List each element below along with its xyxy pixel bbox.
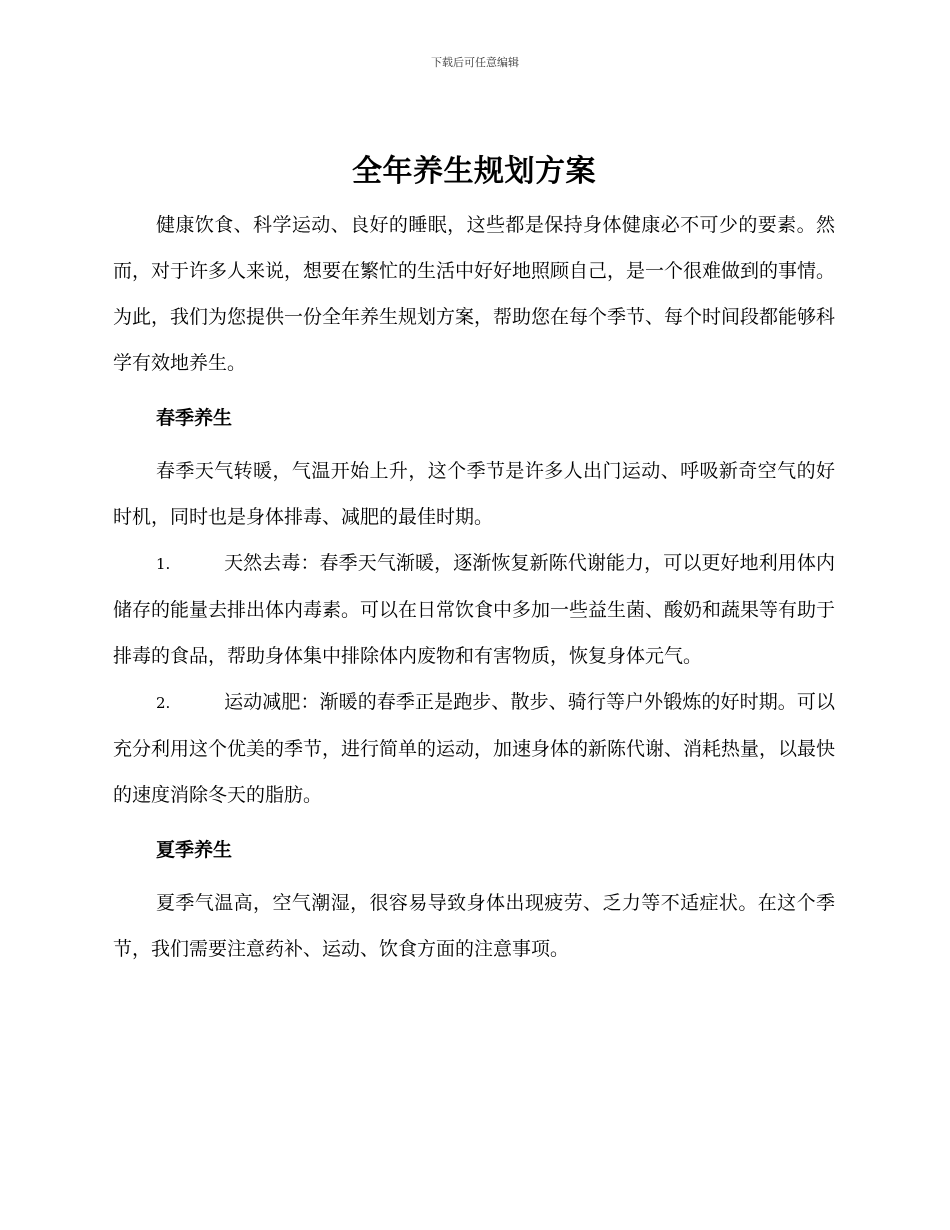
spring-heading: 春季养生 xyxy=(156,407,233,429)
spring-intro-paragraph: 春季天气转暖，气温开始上升，这个季节是许多人出门运动、呼吸新奇空气的好时机，同时也是身体排毒、减肥的最佳时期。 xyxy=(113,460,835,528)
intro-paragraph: 健康饮食、科学运动、良好的睡眠，这些都是保持身体健康必不可少的要素。然而，对于许多人来说，想要在繁忙的生活中好好地照顾自己，是一个很难做到的事情。为此，我们为您提供一份全年养生规划方案，帮助您在每个季节、每个时间段都能够科学有效地养生。 xyxy=(113,214,836,374)
spring-list-item-1 xyxy=(113,540,835,679)
document-title: 全年养生规划方案 xyxy=(352,154,596,189)
summer-intro-paragraph: 夏季气温高，空气潮湿，很容易导致身体出现疲劳、乏力等不适症状。在这个季节，我们需要注意药补、运动、饮食方面的注意事项。 xyxy=(113,892,835,960)
spring-list-item-2 xyxy=(113,679,835,818)
document-body xyxy=(113,148,835,972)
list-item-text: 天然去毒：春季天气渐暖，逐渐恢复新陈代谢能力，可以更好地利用体内储存的能量去排出体内毒素。可以在日常饮食中多加一些益生菌、酸奶和蔬果等有助于排毒的食品，帮助身体集中排除体内废物和有害物质，恢复身体元气。 xyxy=(113,552,836,667)
summer-heading: 夏季养生 xyxy=(156,839,233,861)
list-item-text: 运动减肥：渐暖的春季正是跑步、散步、骑行等户外锻炼的好时期。可以充分利用这个优美的季节，进行简单的运动，加速身体的新陈代谢、消耗热量，以最快的速度消除冬天的脂肪。 xyxy=(113,691,836,806)
list-number: 2. xyxy=(156,694,171,712)
header-note: 下载后可任意编辑 xyxy=(431,56,519,69)
list-number: 1. xyxy=(156,555,171,573)
